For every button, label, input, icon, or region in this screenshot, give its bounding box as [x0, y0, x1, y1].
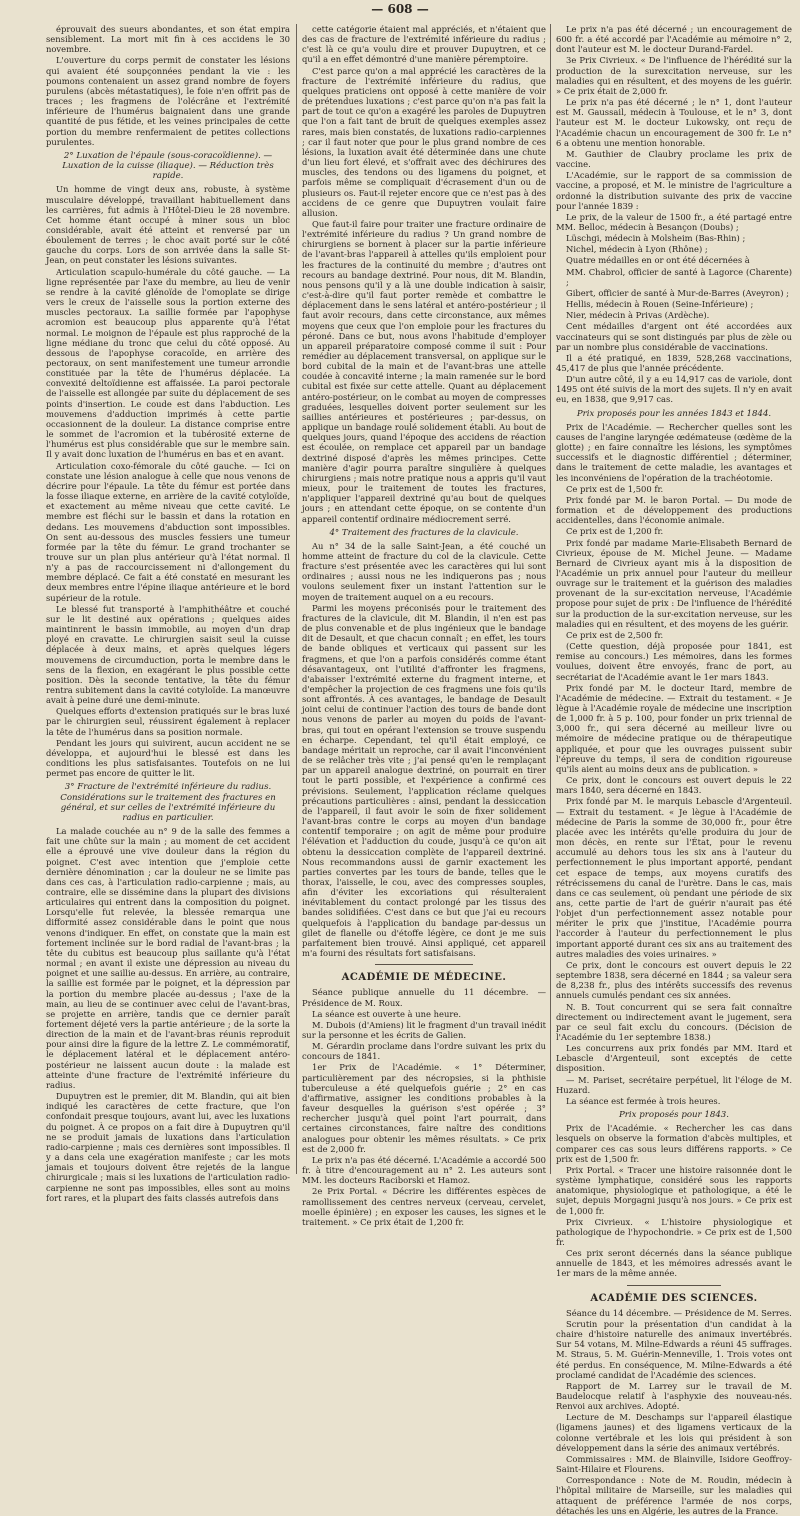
paragraph: cette catégorie étaient mal appréciés, et n'étaient que des cas de fracture de l'extrémité inférieure du radius ; c'est là ce qu'a voulu dire et prouver Dupuytren, et ce qu'il a en effet démontré d'une manière péremptoire. [302, 24, 546, 65]
paragraph: 3e Prix Civrieux. « De l'influence de l'hérédité sur la production de la surexcitation nerveuse, sur les maladies qui en résultent, et des moyens de les guérir. » Ce prix était de 2,000 fr. [556, 55, 792, 96]
paragraph: Le prix n'a pas été décerné ; le n° 1, dont l'auteur est M. Gaussail, médecin à Toulouse, et le n° 3, dont l'auteur est M. le docteur Lukowsky, ont reçu de l'Académie chacun un encouragement de 300 fr. Le n° 6 a obtenu une mention honorable. [556, 97, 792, 148]
paragraph: Scrutin pour la présentation d'un candidat à la chaire d'histoire naturelle des animaux invertébrés. Sur 54 votans, M. Milne-Edwards a réuni 45 suffrages. M. Straus, 5. M. Guérin-Menneville, 1. Trois votes ont été perdus. En conséquence, M. Milne-Edwards a été proclamé candidat de l'Académie des sciences. [556, 1318, 792, 1380]
paragraph: Prix de l'Académie. « Rechercher les cas dans lesquels on observe la formation d'abcès multiples, et comparer ces cas sous leurs différens rapports. » Ce prix est de 1,500 fr. [556, 1123, 792, 1164]
paragraph: La séance est fermée à trois heures. [566, 1095, 721, 1106]
paragraph: Un homme de vingt deux ans, robuste, à système musculaire développé, travaillant habituellement dans les carrières, fut admis à l'Hôtel-Dieu le 28 novembre. Cet homme étant occupé à miner sous un bloc considérable, avait été atteint et renversé par un éboulement de terres ; le choc avait porté sur le côté gauche du corps. Lors de son arrivée dans la salle St-Jean, on peut constater les lésions suivantes. [46, 184, 290, 266]
paragraph: Prix fondé par M. le baron Portal. — Du mode de formation et de développement des productions accidentelles, dans l'économie animale. [556, 494, 792, 526]
paragraph: Prix Civrieux. « L'histoire physiologique et pathologique de l'hypochondrie. » Ce prix est de 1,500 fr. [556, 1216, 792, 1247]
list-item: MM. Chabrol, officier de santé à Lagorce (Charente) ; [566, 266, 792, 287]
section-heading: Prix proposés pour les années 1843 et 1844. [576, 408, 772, 419]
paragraph: Prix Portal. « Tracer une histoire raisonnée dont le système lymphatique, considéré sous les rapports anatomique, physiologique et pathologique, a été le sujet, depuis Morgagni jusqu'à nos jours. » Ce prix est de 1,000 fr. [556, 1164, 792, 1216]
paragraph: D'un autre côté, il y a eu 14,917 cas de variole, dont 1495 ont été suivis de la mort des sujets. Il n'y en avait eu, en 1838, que 9,917 cas. [556, 374, 792, 405]
paragraph: — M. Pariset, secrétaire perpétuel, lit l'éloge de M. Huzard. [556, 1074, 792, 1095]
paragraph: Quelques efforts d'extension pratiqués sur le bras luxé par le chirurgien seul, réussirent également à replacer la tête de l'humérus dans sa position normale. [46, 706, 290, 737]
list-item: Nier, médecin à Privas (Ardèche). [566, 310, 710, 321]
section-heading: 3° Fracture de l'extrémité inférieure du radius. Considérations sur le traitement des fractures en général, et sur celles de l'extrémité inférieure du radius en particulier. [60, 782, 276, 823]
paragraph: Que faut-il faire pour traiter une fracture ordinaire de l'extrémité inférieure du radius ? Un grand nombre de chirurgiens se bornent à placer sur la partie inférieure de l'avant-bras l'appareil à attelles qu'ils emploient pour les fractures de la continuité du membre ; d'autres ont recours au bandage dextriné. Pour nous, dit M. Blandin, nous pensons qu'il y a là une double indication à saisir, c'est-à-dire qu'il faut porter remède et combattre le déplacement dans le sens latéral et antéro-postérieur ; il faut avoir recours, dans cette circonstance, aux mêmes moyens que ceux que l'on emploie pour les fractures du péroné. Dans ce but, nous avons l'habitude d'employer un appareil préparatoire composé comme il suit : Pour remédier au déplacement transversal, on applique sur le bord cubital de la main et de l'avant-bras une attelle coudée à concavité interne ; la main ramenée sur le bord cubital est fixée sur cette attelle. Quant au déplacement antéro-postérieur, on le combat au moyen de compresses graduées, lesquelles doivent porter seulement sur les saillies antérieures et postérieures ; par-dessus, on applique un bandage roulé solidement établi. Au bout de quelques jours, quand l'époque des accidens de réaction est écoulée, on remplace cet appareil par un bandage dextriné disposé d'après les mêmes principes. Cette manière d'agir pourra paraître singulière à quelques chirurgiens ; mais notre pratique nous a appris qu'il vaut mieux, pour le traitement de toutes les fractures, n'appliquer l'appareil dextriné qu'au bout de quelques jours ; en attendant cette époque, on se contente d'un appareil contentif ordinaire médiocrement serré. [302, 218, 546, 524]
paragraph: Articulation coxo-fémorale du côté gauche. — Ici on constate une lésion analogue à celle que nous venons de décrire pour l'épaule. La tête du fémur est portée dans la fosse iliaque externe, en arrière de la cavité cotyloïde, et exactement au même niveau que cette cavité. Le membre est fléchi sur le bassin et dans la rotation en dedans. Les mouvemens d'abduction sont impossibles. On sent au-dessous des muscles fessiers une tumeur formée par la tête du fémur. Le grand trochanter se trouve sur un plan plus antérieur qu'à l'état normal. Il n'y a pas de raccourcissement ni d'allongement du membre déplacé. Ce fait a été constaté en mesurant les deux membres entre l'épine iliaque antérieure et le bord supérieur de la rotule. [46, 460, 290, 603]
paragraph: M. Dubois (d'Amiens) lit le fragment d'un travail inédit sur la personne et les écrits de Galien. [302, 1019, 546, 1040]
paragraph: Ce prix est de 2,500 fr. [566, 629, 664, 640]
divider [627, 1285, 721, 1286]
paragraph: L'Académie, sur le rapport de sa commission de vaccine, a proposé, et M. le ministre de l'agriculture a ordonné la distribution suivante des prix de vaccine pour l'année 1839 : [556, 170, 792, 211]
paragraph: N. B. Tout concurrent qui se sera fait connaître directement ou indirectement avant le jugement, sera par ce seul fait exclu du concours. (Décision de l'Académie du 1er septembre 1838.) [556, 1001, 792, 1042]
divider [375, 964, 473, 965]
paragraph: Ce prix, dont le concours est ouvert depuis le 22 mars 1840, sera décerné en 1843. [556, 775, 792, 796]
paragraph: Parmi les moyens préconisés pour le traitement des fractures de la clavicule, dit M. Blandin, il n'en est pas de plus convenable et de plus ingénieux que le bandage dit de Desault, et que chacun connaît ; en effet, les tours de bande obliques et verticaux qui passent sur les fragmens, et que l'on a parfois considérés comme étant désavantageux, ont l'utilité d'affronter les fragmens, d'abaisser l'extrémité externe du fragment interne, et d'empêcher la projection de ces fragmens une fois qu'ils sont affrontés. À ces avantages, le bandage de Desault joint celui de continuer l'action des tours de bande dont nous venons de parler au moyen du poids de l'avant-bras, qui tout en opérant l'extension se trouve suspendu en écharpe. Cependant, tel qu'il était employé, ce bandage méritait un reproche, car il avait l'inconvénient de se relâcher très vite ; j'ai pensé qu'en le remplaçant par un appareil analogue dextriné, on pourrait en tirer tout le parti possible, et l'expérience a confirmé ces prévisions. Seulement, l'application réclame quelques précautions particulières : ainsi, pendant la dessiccation de l'appareil, il faut avoir le soin de fixer solidement l'avant-bras contre le corps au moyen d'un bandage contentif temporaire ; on agit de même pour produire l'élévation et l'adduction du coude, jusqu'à ce qu'on ait obtenu la dessiccation complète de l'appareil dextriné. Nous recommandons aussi de garnir exactement les parties convertes par les tours de bande, telles que le thorax, l'aisselle, le cou, avec des compresses souples, afin d'éviter les excoriations qui résulteraient inévitablement du contact prolongé par les tissus des bandes solidifiées. C'est dans ce but que j'ai eu recours quelquefois à l'application du bandage par-dessus un gilet de flanelle ou d'étoffe légère, ce dont je me suis parfaitement bien trouvé. Ainsi appliqué, cet appareil m'a fourni des résultats fort satisfaisans. [302, 602, 546, 959]
paragraph: 2e Prix Portal. « Décrire les différentes espèces de ramollissement des centres nerveux (cerveau, cervelet, moelle épinière) ; en exposer les causes, les signes et le traitement. » Ce prix était de 1,200 fr. [302, 1186, 546, 1227]
column-right [556, 24, 792, 1516]
paragraph: 1er Prix de l'Académie. « 1° Déterminer, particulièrement par des nécropsies, si la phthisie tuberculeuse a été quelquefois guérie ; 2° en cas d'affirmative, assigner les conditions probables à la faveur desquelles la guérison s'est opérée ; 3° rechercher jusqu'à quel point l'art pourrait, dans certaines circonstances, faire naître des conditions analogues pour obtenir les mêmes résultats. » Ce prix est de 2,000 fr. [302, 1062, 546, 1154]
page-number: — 608 — [371, 2, 429, 16]
paragraph: Prix fondé par madame Marie-Elisabeth Bernard de Civrieux, épouse de M. Michel Jeune. — Madame Bernard de Civrieux ayant mis à la disposition de l'Académie un prix annuel pour l'auteur du meilleur ouvrage sur le traitement et la guérison des maladies provenant de la sur-excitation nerveuse, l'Académie propose pour sujet de prix : De l'influence de l'hérédité sur la production de la sur-excitation nerveuse, sur les maladies qui en résultent, et des moyens de les guérir. [556, 537, 792, 629]
paragraph: Pendant les jours qui suivirent, aucun accident ne se développa, et aujourd'hui le blessé est dans les conditions les plus satisfaisantes. Toutefois on ne lui permet pas encore de quitter le lit. [46, 737, 290, 779]
paragraph: Prix de l'Académie. — Rechercher quelles sont les causes de l'angine laryngée œdémateuse (œdème de la glotte) ; en faire connaître les lésions, les symptômes successifs et le diagnostic différentiel ; déterminer, dans le traitement de cette maladie, les avantages et les inconvéniens de l'opération de la trachéotomie. [556, 421, 792, 483]
paragraph: Les concurrens aux prix fondés par MM. Itard et Lebascle d'Argenteuil, sont exceptés de cette disposition. [556, 1043, 792, 1074]
paragraph: Au n° 34 de la salle Saint-Jean, a été couché un homme atteint de fracture du col de la clavicule. Cette fracture s'est présentée avec les caractères qui lui sont ordinaires ; aussi nous ne les indiquerons pas ; nous voulons seulement fixer un instant l'attention sur le moyen de traitement auquel on a eu recours. [302, 540, 546, 602]
paragraph: La malade couchée au n° 9 de la salle des femmes a fait une chûte sur la main ; au moment de cet accident elle a éprouvé une vive douleur dans la région du poignet. C'est avec intention que j'emploie cette dernière dénomination ; car la douleur ne se limite pas dans ces cas, à l'articulation radio-carpienne ; mais, au contraire, elle se dissémine dans la plupart des divisions articulaires qui entrent dans la composition du poignet. Lorsqu'elle fut relevée, la blessée remarqua une difformité assez considérable dans le point que nous venons d'indiquer. En effet, on constate que la main est fortement inclinée sur le bord radial de l'avant-bras ; la tête du cubitus est beaucoup plus saillante qu'à l'état normal ; en avant il existe une dépression au niveau du poignet et une saillie au-dessus. En arrière, au contraire, la saillie est formée par le poignet, et la dépression par la portion du membre placée au-dessus ; l'axe de la main, au lieu de se continuer avec celui de l'avant-bras, se projette en arrière, tandis que ce dernier paraît fortement déjeté vers la partie antérieure ; de la sorte la direction de la main et de l'avant-bras réunis reproduit pour ainsi dire la figure de la lettre Z. Le commémoratif, le déplacement latéral et le déplacement antéro-postérieur ne laissent aucun doute : la malade est atteinte d'une fracture de l'extrémité inférieure du radius. [46, 826, 290, 1090]
column-rule [550, 24, 551, 1174]
paragraph: Il a été pratiqué, en 1839, 528,268 vaccinations, 45,417 de plus que l'année précédente. [556, 352, 792, 373]
paragraph: Le prix n'a pas été décerné. L'Académie a accordé 500 fr. à titre d'encouragement au n° 2. Les auteurs sont MM. les docteurs Raciborski et Hamoz. [302, 1154, 546, 1186]
academy-heading: ACADÉMIE DE MÉDECINE. [341, 972, 507, 984]
paragraph: Séance du 14 décembre. — Présidence de M. Serres. [566, 1307, 792, 1318]
paragraph: Lecture de M. Deschamps sur l'appareil élastique (ligamens jaunes) et des ligamens verticaux de la colonne vertébrale et les lois qui président à son développement dans la série des animaux vertébrés. [556, 1412, 792, 1453]
section-heading: 4° Traitement des fractures de la clavicule. [329, 527, 519, 538]
paragraph: Le blessé fut transporté à l'amphithéâtre et couché sur le lit destiné aux opérations ; quelques aides maintinrent le bassin immobile, au moyen d'un drap ployé en cravatte. Le chirurgien saisit seul la cuisse déplacée à deux mains, et après quelques légers mouvemens de circumduction, porta le membre dans le sens de la flexion, en exagérant le plus possible cette position. Dès la seconde tentative, la tête du fémur rentra subitement dans la cavité cotyloïde. La manœuvre avait à peine duré une demi-minute. [46, 603, 290, 706]
paragraph: (Cette question, déjà proposée pour 1841, est remise au concours.) Les mémoires, dans les formes voulues, doivent être envoyés, franc de port, au secrétariat de l'Académie avant le 1er mars 1843. [556, 641, 792, 682]
list-item: Quatre médailles en or ont été décernées à [566, 255, 750, 266]
paragraph: Rapport de M. Larrey sur le travail de M. Baudelocque relatif à l'asphyxie des nouveau-nés. Renvoi aux archives. Adopté. [556, 1380, 792, 1412]
column-left [46, 24, 290, 1203]
paragraph: Dupuytren est le premier, dit M. Blandin, qui ait bien indiqué les caractères de cette fracture, que l'on confondait presque toujours, avant lui, avec les luxations du poignet. À ce propos on a fait dire à Dupuytren qu'il ne se produit jamais de luxations dans l'articulation radio-carpienne ; mais ces dernières sont impossibles. Il y a dans cela une exagération manifeste ; car les mots jamais et toujours doivent être rejetés de la langue chirurgicale ; mais si les luxations de l'articulation radio-carpienne ne sont pas impossibles, elles sont au moins fort rares, et la plupart des faits classés autrefois dans [46, 1091, 290, 1203]
paragraph: Ces prix seront décernés dans la séance publique annuelle de 1843, et les mémoires adressés avant le 1er mars de la même année. [556, 1248, 792, 1279]
list-item: Hellis, médecin à Rouen (Seine-Inférieure) ; [566, 299, 754, 310]
section-heading: 2° Luxation de l'épaule (sous-coracoïdienne). — Luxation de la cuisse (iliaque). — Réduction très rapide. [62, 150, 274, 182]
column-middle [302, 24, 546, 1227]
column-rule [296, 24, 297, 1174]
paragraph: L'ouverture du corps permit de constater les lésions qui avaient été soupçonnées pendant la vie : les poumons contenaient un assez grand nombre de foyers purulens (abcès métastatiques), le foie n'en offrit pas de traces ; les fragmens de l'olécrâne et l'extrémité inférieure de l'humérus baignaient dans une grande quantité de pus fétide, et les veines principales de cette portion du membre renfermaient de petites collections purulentes. [46, 55, 290, 147]
list-item: Lüschgi, médecin à Molsheim (Bas-Rhin) ; [566, 233, 746, 244]
paragraph: Le prix, de la valeur de 1500 fr., a été partagé entre MM. Belloc, médecin à Besançon (Doubs) ; [556, 211, 792, 232]
paragraph: Ce prix est de 1,500 fr. [566, 483, 664, 494]
paragraph: Le prix n'a pas été décerné ; un encouragement de 600 fr. a été accordé par l'Académie au mémoire n° 2, dont l'auteur est M. le docteur Durand-Fardel. [556, 24, 792, 55]
paragraph: Commissaires : MM. de Blainville, Isidore Geoffroy-Saint-Hilaire et Flourens. [556, 1453, 792, 1475]
paragraph: Séance publique annuelle du 11 décembre. — Présidence de M. Roux. [302, 987, 546, 1008]
paragraph: Ce prix est de 1,200 fr. [566, 526, 664, 537]
list-item: Nichel, médecin à Lyon (Rhône) ; [566, 244, 708, 255]
list-item: Gibert, officier de santé à Mur-de-Barres (Aveyron) ; [566, 287, 789, 298]
paragraph: Prix fondé par M. le docteur Itard, membre de l'Académie de médecine. — Extrait du testament. « Je lègue à l'Académie royale de médecine une inscription de 1,000 fr. à 5 p. 100, pour fonder un prix triennal de 3,000 fr., qui sera décerné au meilleur livre ou mémoire de médecine pratique ou de thérapeutique appliquée, et pour que les ouvrages puissent subir l'épreuve du temps, il sera de condition rigoureuse qu'ils aient au moins deux ans de publication. » [556, 682, 792, 774]
paragraph: La séance est ouverte à une heure. [312, 1008, 461, 1019]
paragraph: Articulation scapulo-humérale du côté gauche. — La ligne représentée par l'axe du membre, au lieu de venir se rendre à la cavité glénoïde de l'omoplate se dirige vers le creux de l'aisselle sous la portion externe des muscles pectoraux. La saillie formée par l'apophyse acromion est beaucoup plus apparente qu'à l'état normal. Le moignon de l'épaule est plus rapproché de la ligne médiane du tronc que celui du côté opposé. Au dessous de l'apophyse coracoïde, en arrière des pectoraux, on sent manifestement une tumeur arrondie constituée par la tête de l'humérus déplacée. La convexité deltoïdienne est affaissée. La paroi pectorale de l'aisselle est allongée par suite du déplacement de ses points d'insertion. Le coude est dans l'abduction. Les mouvemens d'adduction imprimés à cette partie occasionnent de la douleur. La distance comprise entre le sommet de l'acromion et la tubérosité externe de l'humérus est plus considérable que sur le membre sain. Il y avait donc luxation de l'humérus en bas et en avant. [46, 266, 290, 460]
paragraph: M. Gérardin proclame dans l'ordre suivant les prix du concours de 1841. [302, 1041, 546, 1062]
paragraph: Ce prix, dont le concours est ouvert depuis le 22 septembre 1838, sera décerné en 1844 ; sa valeur sera de 8,238 fr., plus des intérêts successifs des revenus annuels cumulés pendant ces six années. [556, 959, 792, 1001]
paragraph: Cent médailles d'argent ont été accordées aux vaccinateurs qui se sont distingués par plus de zèle ou par un nombre plus considérable de vaccinations. [556, 321, 792, 352]
paragraph: C'est parce qu'on a mal apprécié les caractères de la fracture de l'extrémité inférieure du radius, que quelques praticiens ont opposé à cette manière de voir de prétendues luxations ; c'est parce qu'on n'a pas fait la part de tout ce qu'on a exagéré les paroles de Dupuytren que l'on a fait tant de bruit de quelques exemples assez rares, mais bien constatés, de luxations radio-carpiennes ; car il faut noter que pour le plus grand nombre de ces lésions, la luxation avait été déterminée dans une chute d'un lieu fort élevé, et s'offrait avec des déchirures des muscles, des tendons ou des ligamens du poignet, et parfois même se compliquait d'écrasement d'un ou de plusieurs os. Faut-il rejeter encore que ce n'est pas à des accidens de ce genre que Dupuytren voulait faire allusion. [302, 65, 546, 218]
laureates-list [556, 233, 792, 320]
paragraph: Prix fondé par M. le marquis Lebascle d'Argenteuil. — Extrait du testament. « Je lègue à l'Académie de médecine de Paris la somme de 30,000 fr., pour être placée avec les intérêts qu'elle produira du jour de mon décès, en rente sur l'État, pour le revenu accumulé au dehors tous les six ans à l'auteur du perfectionnement le plus important apporté, pendant cet espace de temps, aux moyens curatifs des rétrécissemens du canal de l'urètre. Dans le cas, mais dans ce cas seulement, où pendant une période de six ans, cette partie de l'art de guérir n'aurait pas été l'objet d'un perfectionnement assez notable pour mériter le prix que j'institue, l'Académie pourra l'accorder à l'auteur du perfectionnement le plus important apporté durant ces six ans au traitement des autres maladies des voies urinaires. » [556, 796, 792, 959]
paragraph: M. Gauthier de Claubry proclame les prix de vaccine. [556, 148, 792, 170]
academy-heading: ACADÉMIE DES SCIENCES. [590, 1292, 758, 1304]
paragraph: Correspondance : Note de M. Roudin, médecin à l'hôpital militaire de Marseille, sur les maladies qui attaquent de préférence l'armée de nos corps, détachés les uns en Algérie, les autres de la France. [556, 1475, 792, 1516]
paragraph: éprouvait des sueurs abondantes, et son état empira sensiblement. La mort mit fin à ces accidens le 30 novembre. [46, 24, 290, 55]
section-heading: Prix proposés pour 1843. [619, 1110, 729, 1121]
